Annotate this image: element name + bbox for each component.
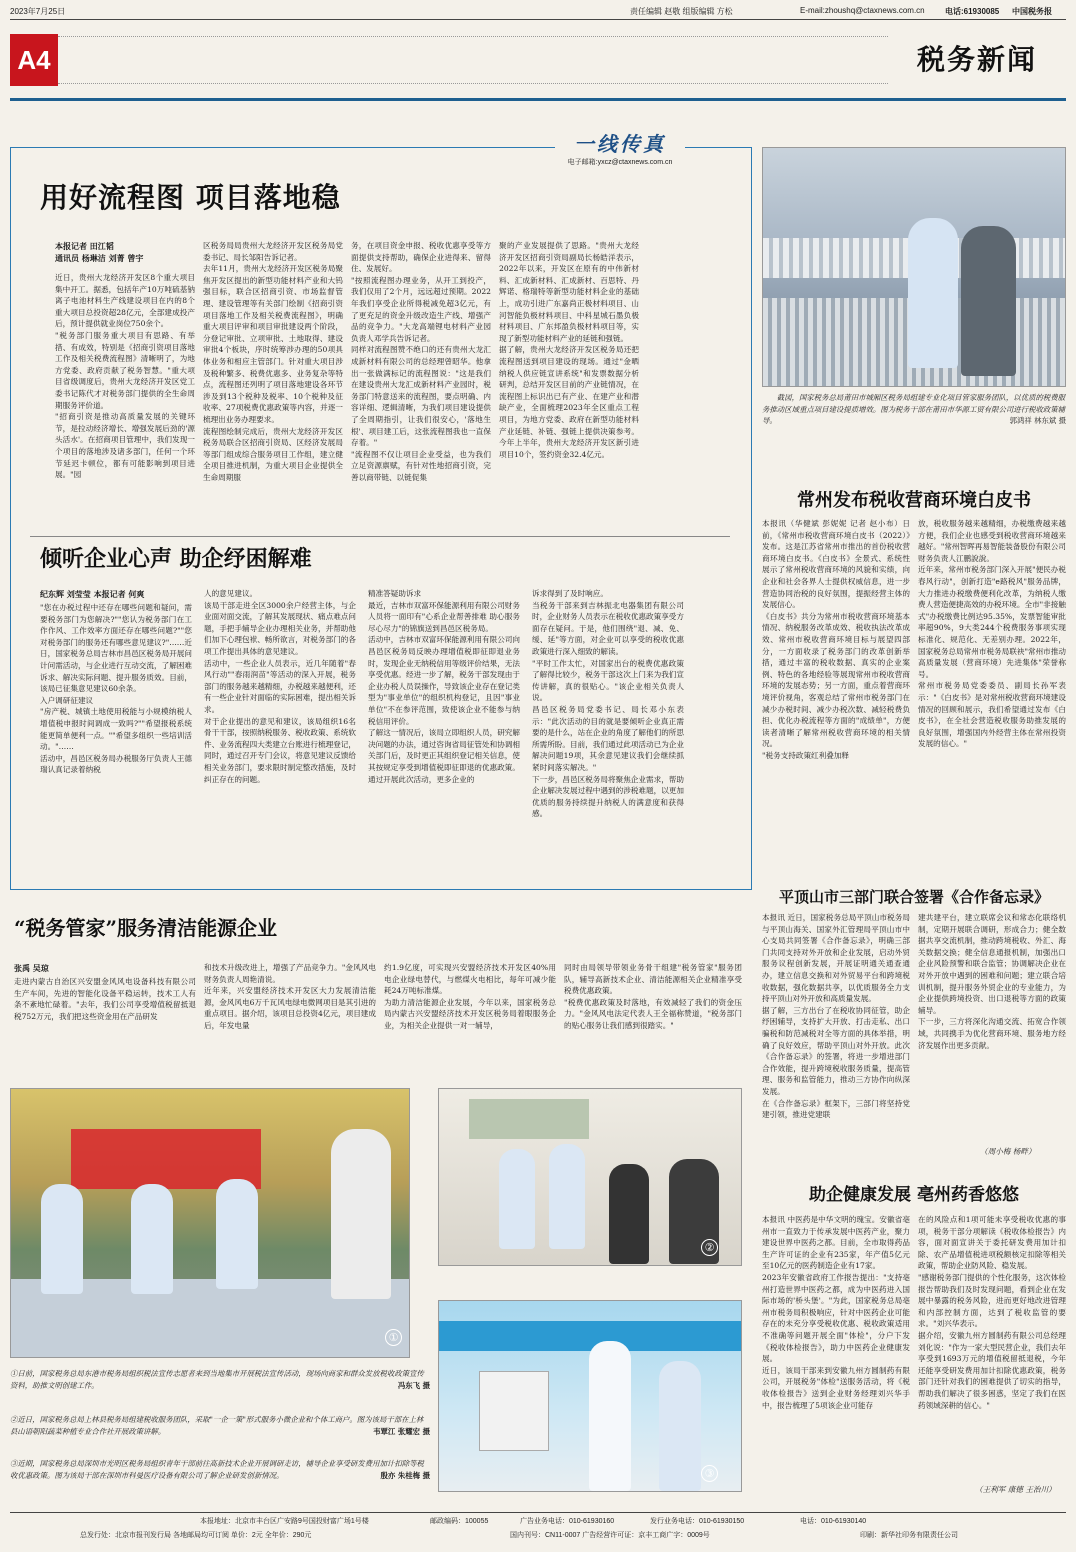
officer-figure <box>908 218 958 368</box>
article-2-title: 倾听企业心声 助企纾困解难 <box>40 546 312 572</box>
article-3-col-2: 放，税收服务越来越精细，办税缴费越来越方便，我们企业也感受到税收营商环境越来越好。"常州智晖再易智能装备股份有限公司财务负责人江鹏說說。 近年来，常州市税务部门深入开展"便民办税春风行动"，创新打造"e路税风"服务品牌，大力推进办税缴费便利化改革，为纳税人缴费人营造便捷高效的办税环境。全市"非接触式"办税缴费比例达95.35%，发票智能审批率超90%，9大类244个税费服务事项实现标准化、规范化、无差别办理。2022年，国家税务总局常州市税务局联袂"常州市推动高质量发展（营商环境）先进集体"荣誉称号。 常州市税务局党委委员、副局长孙军表示："《白皮书》是对常州税收营商环境建设情况的回顾和展示，我们希望通过发布《白皮书》，在全社会营造税收服务助推发展的良好氛围，增强国内外经营主体在常州投资发展的信心。" <box>918 519 1066 749</box>
monitor <box>479 1371 549 1451</box>
footer-address: 本报地址：北京市丰台区广安路9号国投财富广场1号楼 <box>200 1518 369 1525</box>
article-1-title: 用好流程图 项目落地稳 <box>40 181 341 214</box>
phone: 电话:61930085 <box>945 7 1000 16</box>
article-2-col-2: 人的意见建议。 该局干部走进全区3000余户经营主体，与企业面对面交流，了解其发展现状、痛点难点问题，手把手辅导企业办理相关业务，并帮助他们加下心理包袱、畅所欲言，对税务部门的各项工作提出具体的意见建议。 活动中，一些企业人员表示，近几年随着"春风行动""春雨润苗"等活动的深入开展，税务部门的服务越来越精细，办税越来越便利，还有一些企业针对面临的实际困难，提出相关诉求。 对于企业提出的意见和建议，该局组织16名骨干干部，按照纳税服务、税收政策、系统软件、业务流程四大类建立台账进行梳理登记，同时，通过召开专门会议，将意见建议反馈给相关业务部门，要求限时制定整改措施，及时纠正存在的问题。 <box>204 589 356 784</box>
wall-sign <box>469 1099 589 1139</box>
photo-1-caption-text: 截図，国家税务总局莆田市城厢区税务局组建专业化项目管家服务团队，以优质的税费服务推动区域重点项目建设提质增效。图为税务干部在莆田市华源工贸有限公司进行税收政策辅导。 <box>762 393 1066 425</box>
article-5-col-2: 建共建平台，建立联席会议和常态化联络机制，定期开展联合调研，形成合力；健全数据共享交流机制，推动跨境税收、外汇、海关数据交换；健全信息通报机制，加强出口企业风险预警和联合监管；协调解决企业在对外开放中遇到的困难和问题；建立联合培训机制，提升服务外贸企业的专业能力，为企业提供跨境投资、出口退税等方面的政策辅导。 下一步，三方将深化沟通交流、拓宽合作领域，共同携手为优化营商环境、服务地方经济发展作出更多贡献。 <box>918 913 1066 1050</box>
column-logo: 一线传真 <box>574 132 666 156</box>
caption-2 <box>10 1414 430 1454</box>
article-4-byline: 张禹 吴琼 <box>14 963 49 973</box>
article-2-col-3: 精准答疑助诉求 最近，吉林市双富环保能源利用有限公司财务人员将一面印有"心系企业帮善排难 助心服务尽心尽力"的锦旗送到昌邑区税务局。 活动中，吉林市双富环保能源利用有限公司向昌邑区税务局反映办理增值税即征即退业务时，发现企业无纳税信用等级评价结果，无法享受优惠。经进一步了解，税务干部发现由于企业办税人员误操作，导致该企业存在登记类型为"事业单位"的组织机构登记，且因"事业单位"不在参评范围，致使该企业不能参与纳税信用评价。 了解这一情况后，该局立即组织人员，研究解决问题的办法，通过咨询省局征管处和协调相关部门后，及时更正其组织登记相关信息，使其按规定享受到增值税即征即退的优惠政策。 通过开展此次活动，更多企业的 <box>368 589 520 784</box>
market-photo <box>10 1088 410 1358</box>
article-3-col-1: 本报讯（华健斌 彭妮妮 记者 赵小布）日前，《常州市税收营商环境白皮书（2022）》发布。这是江苏省常州市推出的首份税收营商环境白皮书。《白皮书》全景式、系统性展示了常州税收营商环境的风貌和实绩，向企业和社会各界人士提供权威信息，进一步营造协同治税的良好氛围，提振经营主体的发展信心。 《白皮书》共分为常州市税收营商环境基本情况、纳税服务改革成效、税收执法改革成效、常州市税收营商环境目标与展望四部分，一方面收录了税务部门的改革创新举措，通过丰富的税收数据、真实的企业案例、特色的各地经验等展现常州市税收营商环境的发展态势；另一方面，重点着营商环境评价视角，客观总结了常州市税务部门在减少办税时间、减少办税次数、减轻税费负担、优化办税流程等方面的"成绩单"，方便读者清晰了解常州税收营商环境的相关情况。 "税务支持政策红利叠加释 <box>762 519 910 760</box>
office-photo <box>438 1088 742 1266</box>
footer-rule <box>10 1512 1066 1513</box>
client-a <box>609 1164 649 1264</box>
footer-license: 国内刊号：CN11-0007 广告经营许可证：京丰工商广字：0009号 <box>510 1532 710 1539</box>
article-4-col-3: 约1.9亿度，可实现兴安盟经济技术开发区40%用电企业绿电替代，与燃煤火电相比，每年可减少能耗24万吨标准煤。 为助力清洁能源企业发展，今年以来，国家税务总局内蒙古兴安盟经济技术开发区税务局着眼服务企业，为相关企业提供一对一辅导， <box>384 963 556 1030</box>
caption-3 <box>10 1458 430 1498</box>
caption-2-text: ②近日，国家税务总局上林县税务局组建税收服务团队，采取"一企一策"形式服务小微企业和个体工商户。图为该局干部在上林县山语朝阳蔬菜种植专业合作社开展政策讲解。 <box>10 1415 424 1436</box>
photo-marker-1: ① <box>385 1329 402 1346</box>
article-6-credit: （王利军 康德 王治川） <box>975 1485 1056 1494</box>
photo-1-caption <box>762 392 1066 430</box>
photo-marker-3: ③ <box>701 1465 718 1482</box>
article-2-byline: 纪东辉 刘莹莹 本报记者 何爽 <box>40 589 145 599</box>
footer-distribution: 总发行处：北京市报刊发行局 各地邮局均可订阅 单价：2元 全年价：290元 <box>80 1532 312 1539</box>
caption-1-credit: 冯东飞 摄 <box>397 1380 430 1390</box>
officer-a <box>499 1149 535 1249</box>
article-4-col-1: 走进内蒙古自治区兴安盟金风风电设备科技有限公司生产车间，先进的智能化设备平稳运转，技术工人有条不紊地忙碌着。"去年，我们公司享受增值税留抵退税752万元，我们把这些资金用在产品研发 <box>14 977 196 1021</box>
article-2-top-rule <box>30 536 730 537</box>
article-1-byline: 本报记者 田江韬 通讯员 杨琳洁 刘菁 曾宇 <box>55 241 144 263</box>
article-1-col-1: 近日，贵州大龙经济开发区8个重大项目集中开工。据悉，包括年产10万吨硫基钠离子电池材料生产线建设项目在内的8个重大项目总投资超28亿元，全部建成投产后，预计提供就业岗位750余个。 "税务部门服务重大项目有思路、有举措、有成效，特别是《招商引资项目落地工作及相关税费流程图》清晰明了，为地方党委、政府贡献了税务智慧。"重大项目省级调度后，贵州大龙经济开发区党工委书记陈代才对税务部门提供的全生命周期服务评价道。 "招商引资是推动高质量发展的关键环节，是拉动经济增长、增强发展后劲的'源头活水'。在招商项目管理中，我们发现一个项目的落地涉及诸多部门，任何一个环节延迟卡顿位，都有可能影响到项目进展。"园 <box>55 273 195 480</box>
caption-3-text: ③近期，国家税务总局深圳市光明区税务局组织青年干部前往高新技术企业开展调研走访，辅导企业享受研发费用加计扣除等税收优惠政策。图为该局干部在深圳市科曼医疗设备有限公司了解企业研发创新情况。 <box>10 1459 424 1480</box>
footer-post: 邮政编码：100055 <box>430 1518 489 1525</box>
masthead-band <box>58 36 888 84</box>
officer-b <box>549 1144 585 1249</box>
officer-1 <box>41 1184 83 1294</box>
paper-name: 中国税务报 <box>1012 7 1052 16</box>
footer-dist: 发行业务电话：010-61930150 <box>650 1518 745 1525</box>
article-6-col-2: 在的风险点和1项可能未享受税收优惠的事项，税务干部分项解读《税收体检报告》内容，面对面宣讲关于委托研发费用加计扣除、农产品增值税进项税额核定扣除等相关政策，帮助企业防风险、稳发展。 "感谢税务部门提供的个性化服务，这次体检报告帮助我们及时发现问题，看到企业在发展中暴露的税务风险，进而更好地改进管理和内部控制方面，达到了税收监管的要求。"刘兴华表示。 据介绍，安徽九州方圆制药有限公司总经理刘化说："作为一家大型民营企业，我们去年享受到1693万元的增值税留抵退税，今年还能享受研发费用加计扣除优惠政策，税务部门还针对我们的困难提供了切实的指导，帮助我们解决了很多困惑，坚定了我们在医药领域深耕的信心。" <box>918 1215 1066 1410</box>
worker-figure <box>961 226 1016 376</box>
issue-date: 2023年7月25日 <box>10 7 66 16</box>
officer-3 <box>216 1179 258 1289</box>
article-1-col-2: 区税务局局贵州大龙经济开发区税务局党委书记、局长邹阳告诉记者。 去年11月，贵州大龙经济开发区税务局聚焦开发区提出的新型功能材料产业和大钨强目标，联合区招商引资、市场监督管理、建设管理等有关部门绘制《招商引资项目落地工作及相关税费流程图》，明确重大项目评审和项目审批建设两个阶段，分登记审批、立项审批、土地取得、建设审批4个板块，序时统筹涉办理的50项具体业务和相应主管部门。针对重大项目涉及税种繁多、税费优惠多、业务复杂等特点，流程图还列明了项目落地建设各环节涉及到13个税种及税率、10个税种及征收率、27项税费优惠政策等内容，并逐一梳理出业务办理要求。 流程图绘制完成后，贵州大龙经济开发区税务局联合区招商引资局、区经济发展局等部门组成综合服务项目工作组，建立健全项目推进机制，为重大项目企业提供全生命周期服 <box>203 241 343 482</box>
page-number: A4 <box>10 34 58 86</box>
caption-1-text: ①日前，国家税务总局东港市税务局组织税法宣传志愿者来到当地集市开展税法宣传活动，现场向商家和群众发放税收政策宣传资料，助推文明创建工作。 <box>10 1369 424 1390</box>
article-5-col-1: 本报讯 近日，国家税务总局平顶山市税务局与平顶山海关、国家外汇管理局平顶山市中心支局共同签署《合作备忘录》，明确三部门共同支持对外开放和企业发展，启动外贸服务议程创新发展，开展证明通关通查通办，建立信息交换和对外贸易平台和跨境税收数据，强化数据共享，以优质服务全力支持平顶山对外开放和高质量发展。 据了解，三方出台了在税收协同征管，助企纾困辅导，支持扩大开放、打击走私、出口骗税和防范减税对全等方面的具体举措，明确了良好效应，帮助平顶山对外开放。此次《合作备忘录》的签署，将进一步增进部门合作效能，提升跨境税收服务质量，提高管理、服务和监管能力，推动三方协作向纵深发展。 在《合作备忘录》框架下，三部门将坚持党建引领，推进党建联 <box>762 913 910 1120</box>
article-3-title: 常州发布税收营商环境白皮书 <box>797 490 1031 511</box>
email: E-mail:zhoushq@ctaxnews.com.cn <box>800 6 925 15</box>
column-logo-wrap <box>555 128 685 166</box>
article-4-title: “税务管家”服务清洁能源企业 <box>14 916 278 940</box>
lab-photo <box>438 1300 742 1492</box>
footer-ad: 广告业务电话：010-61930160 <box>520 1518 615 1525</box>
engineer <box>589 1341 631 1491</box>
editors: 责任编辑 赵敬 组版编辑 方松 <box>630 7 733 16</box>
caption-1 <box>10 1368 430 1408</box>
article-4-col-4: 同时由局领导带领业务骨干组建"税务管家"服务团队，辅导高新技术企业、清洁能源相关企业精准享受税费优惠政策。 "税费优惠政策及时落地，有效减轻了我们的资金压力。"金风风电法定代表人王全福称赞道，"税务部门的贴心服务让我们感到很踏实。" <box>564 963 742 1030</box>
factory-photo <box>762 147 1066 387</box>
masthead-top <box>10 4 1066 18</box>
caption-3-credit: 殷亦 朱桂梅 摄 <box>380 1470 430 1480</box>
masthead-rule <box>10 19 1066 20</box>
section-title: 税务新闻 <box>916 43 1037 76</box>
article-1-col-4: 聚的产业发展提供了思路。"贵州大龙经济开发区招商引资局副局长杨皓洋表示，2022年以来，开发区在原有的中伟新材料、汇成新材料、汇成新材、百思特、丹辉诺、格瑞特等新型功能材料企业的基础上，成功引进广东嘉尚正极材料项目、山河智能负极材料项目、中科星城石墨负极材料项目、广东邦盈负极材料项目等，实现了新型功能材料产业的延链和强链。 据了解，贵州大龙经济开发区税务局还把流程图送到项目建设的现场。通过"金晒纳税人供应链宣讲系统"和发票数据分析研判，总结开发区目前的产业链情况，在流程图上标识出已有产业、在建产业和潜缺产业，全面梳理2023年全区重点工程项目，为地方党委、政府在新型功能材料产业延链、补链、强链上提供决策参考。今年上半年，贵州大龙经济开发区新引进项目10个，签约资金32.4亿元。 <box>499 241 639 459</box>
citizen <box>331 1129 391 1299</box>
article-4-col-2: 和技术升级改进上，增强了产品竞争力。"金风风电财务负责人周艳清说。 近年来，兴安盟经济技术开发区大力发展清洁能源，金风风电6万千瓦风电绿电微网项目是其引进的重点项目。据介绍，该项目总投资4亿元，项目建成后，年发电量 <box>204 963 376 1030</box>
photo-1-credit: 郭鸿祥 林东斌 摄 <box>1009 416 1066 425</box>
article-6-title: 助企健康发展 亳州药香悠悠 <box>809 1185 1019 1205</box>
officer-c <box>659 1361 701 1491</box>
caption-2-credit: 韦覃江 张耀宏 摄 <box>373 1426 430 1436</box>
masthead-thick-rule <box>10 98 1066 101</box>
article-5-credit: （周小梅 杨畔） <box>980 1147 1036 1156</box>
footer <box>10 1515 1066 1549</box>
footer-printer: 印刷：新华社印务有限责任公司 <box>860 1532 958 1539</box>
article-1-col-3: 务，在项目资金申报、税收优惠享受等方面提供支持帮助，确保企业进得来、留得住、发展好。 "按照流程图办理业务，从开工到投产，我们仅用了2个月，远远超过预期。2022年我们享受企业所得税减免超3亿元，有了更充足的资金升级改造生产线、增强产品的竞争力。"大龙高端锂电材料产业园负责人邓学兵告诉记者。 同样对流程图赞不绝口的还有贵州大龙汇成新材料有限公司的总经理曾昭华。他拿出一张做满标记的流程图说："这是我们在建设贵州大龙汇成新材料产业园时，税务部门特意送来的流程图，要点明确、内容详细、逻辑清晰，为我们项目建设提供了全周期指引，让我们很安心，'落地生根'、项目建工后，这张流程图我也一直保存着。" "流程图不仅让项目企业受益，也为我们立足资源禀赋，有针对性地招商引资，完善以商带链、以链促集 <box>351 241 491 482</box>
blue-ceiling <box>439 1321 742 1351</box>
officer-2 <box>131 1184 173 1294</box>
article-5-title: 平顶山市三部门联合签署《合作备忘录》 <box>778 888 1049 906</box>
footer-tel: 电话：010-61930140 <box>800 1518 867 1525</box>
column-email: 电子邮箱:yxcz@ctaxnews.com.cn <box>567 159 673 166</box>
article-2-col-4: 诉求得到了及时响应。 当税务干部来到吉林振北电器集团有限公司时，企业财务人员表示在税收优惠政策享受方面存在疑问。于是，他们围绕"退、减、免、缓、延"等方面，对企业可以享受的税收优惠政策进行深入细致的解读。 "平时工作太忙，对国家出台的税费优惠政策了解得比较少，税务干部这次上门来为我们宣传讲解，真的很贴心。"该企业相关负责人说。 昌邑区税务局党委书记、局长邓小东表示："此次活动的目的就是要倾听企业真正需要的是什么，站在企业的角度了解他们的所思所需所盼。目前，我们通过此项活动已为企业解决问题19项，其余意见建议我们会继续抓紧时间落实解决。" 下一步，昌邑区税务局将聚焦企业需求，帮助企业解决发展过程中遇到的涉税难题，以更加优质的服务持续提升纳税人的满意度和获得感。 <box>532 589 684 819</box>
photo-marker-2: ② <box>701 1239 718 1256</box>
article-6-col-1: 本报讯 中医药是中华文明的瑰宝。安徽省亳州市一直致力于传承发展中医药产业，聚力建设世界中医药之都。目前，全市取得药品生产许可证的企业有235家，年产值5亿元至10亿元的医药制造企业有17家。 2023年安徽省政府工作报告提出："支持亳州打造世界中医药之都，成为中医药进入国际市场的'桥头堡'。"为此，国家税务总局亳州市税务局积极响应，针对中医药企业可能存在的未充分享受税收优惠、税收政策适用不准确等问题开展全面"体检"，分户下发《税收体检报告》，助力中医药企业健康发展。 近日，该局干部来到安徽九州方圆制药有限公司，开展税务"体检"送服务活动，将《税收体检报告》送到企业财务经理刘兴华手中，报告梳理了5项该企业可能存 <box>762 1215 910 1410</box>
article-2-col-1: "您在办税过程中还存在哪些问题和疑问，需要税务部门为您解决?""您认为税务部门在工作作风、工作效率方面还存在哪些问题?""您对税务部门的服务还有哪些意见建议?"……近日，国家税务总局吉林市昌邑区税务局开展问计问需活动，与企业进行互动交流，了解困难诉求、解决实际问题、提升服务质效。目前，该局已征集意见建议60余条。 入户调研征建议 "房产税、城镇土地使用税能与小规模纳税人增值税申报时间调成一致吗?""希望报税系统能更简单便利一点。""希望多组织一些培训活动。"…… 活动中，昌邑区税务局办税服务厅负责人王德瑞认真记录着纳税 <box>40 603 192 775</box>
